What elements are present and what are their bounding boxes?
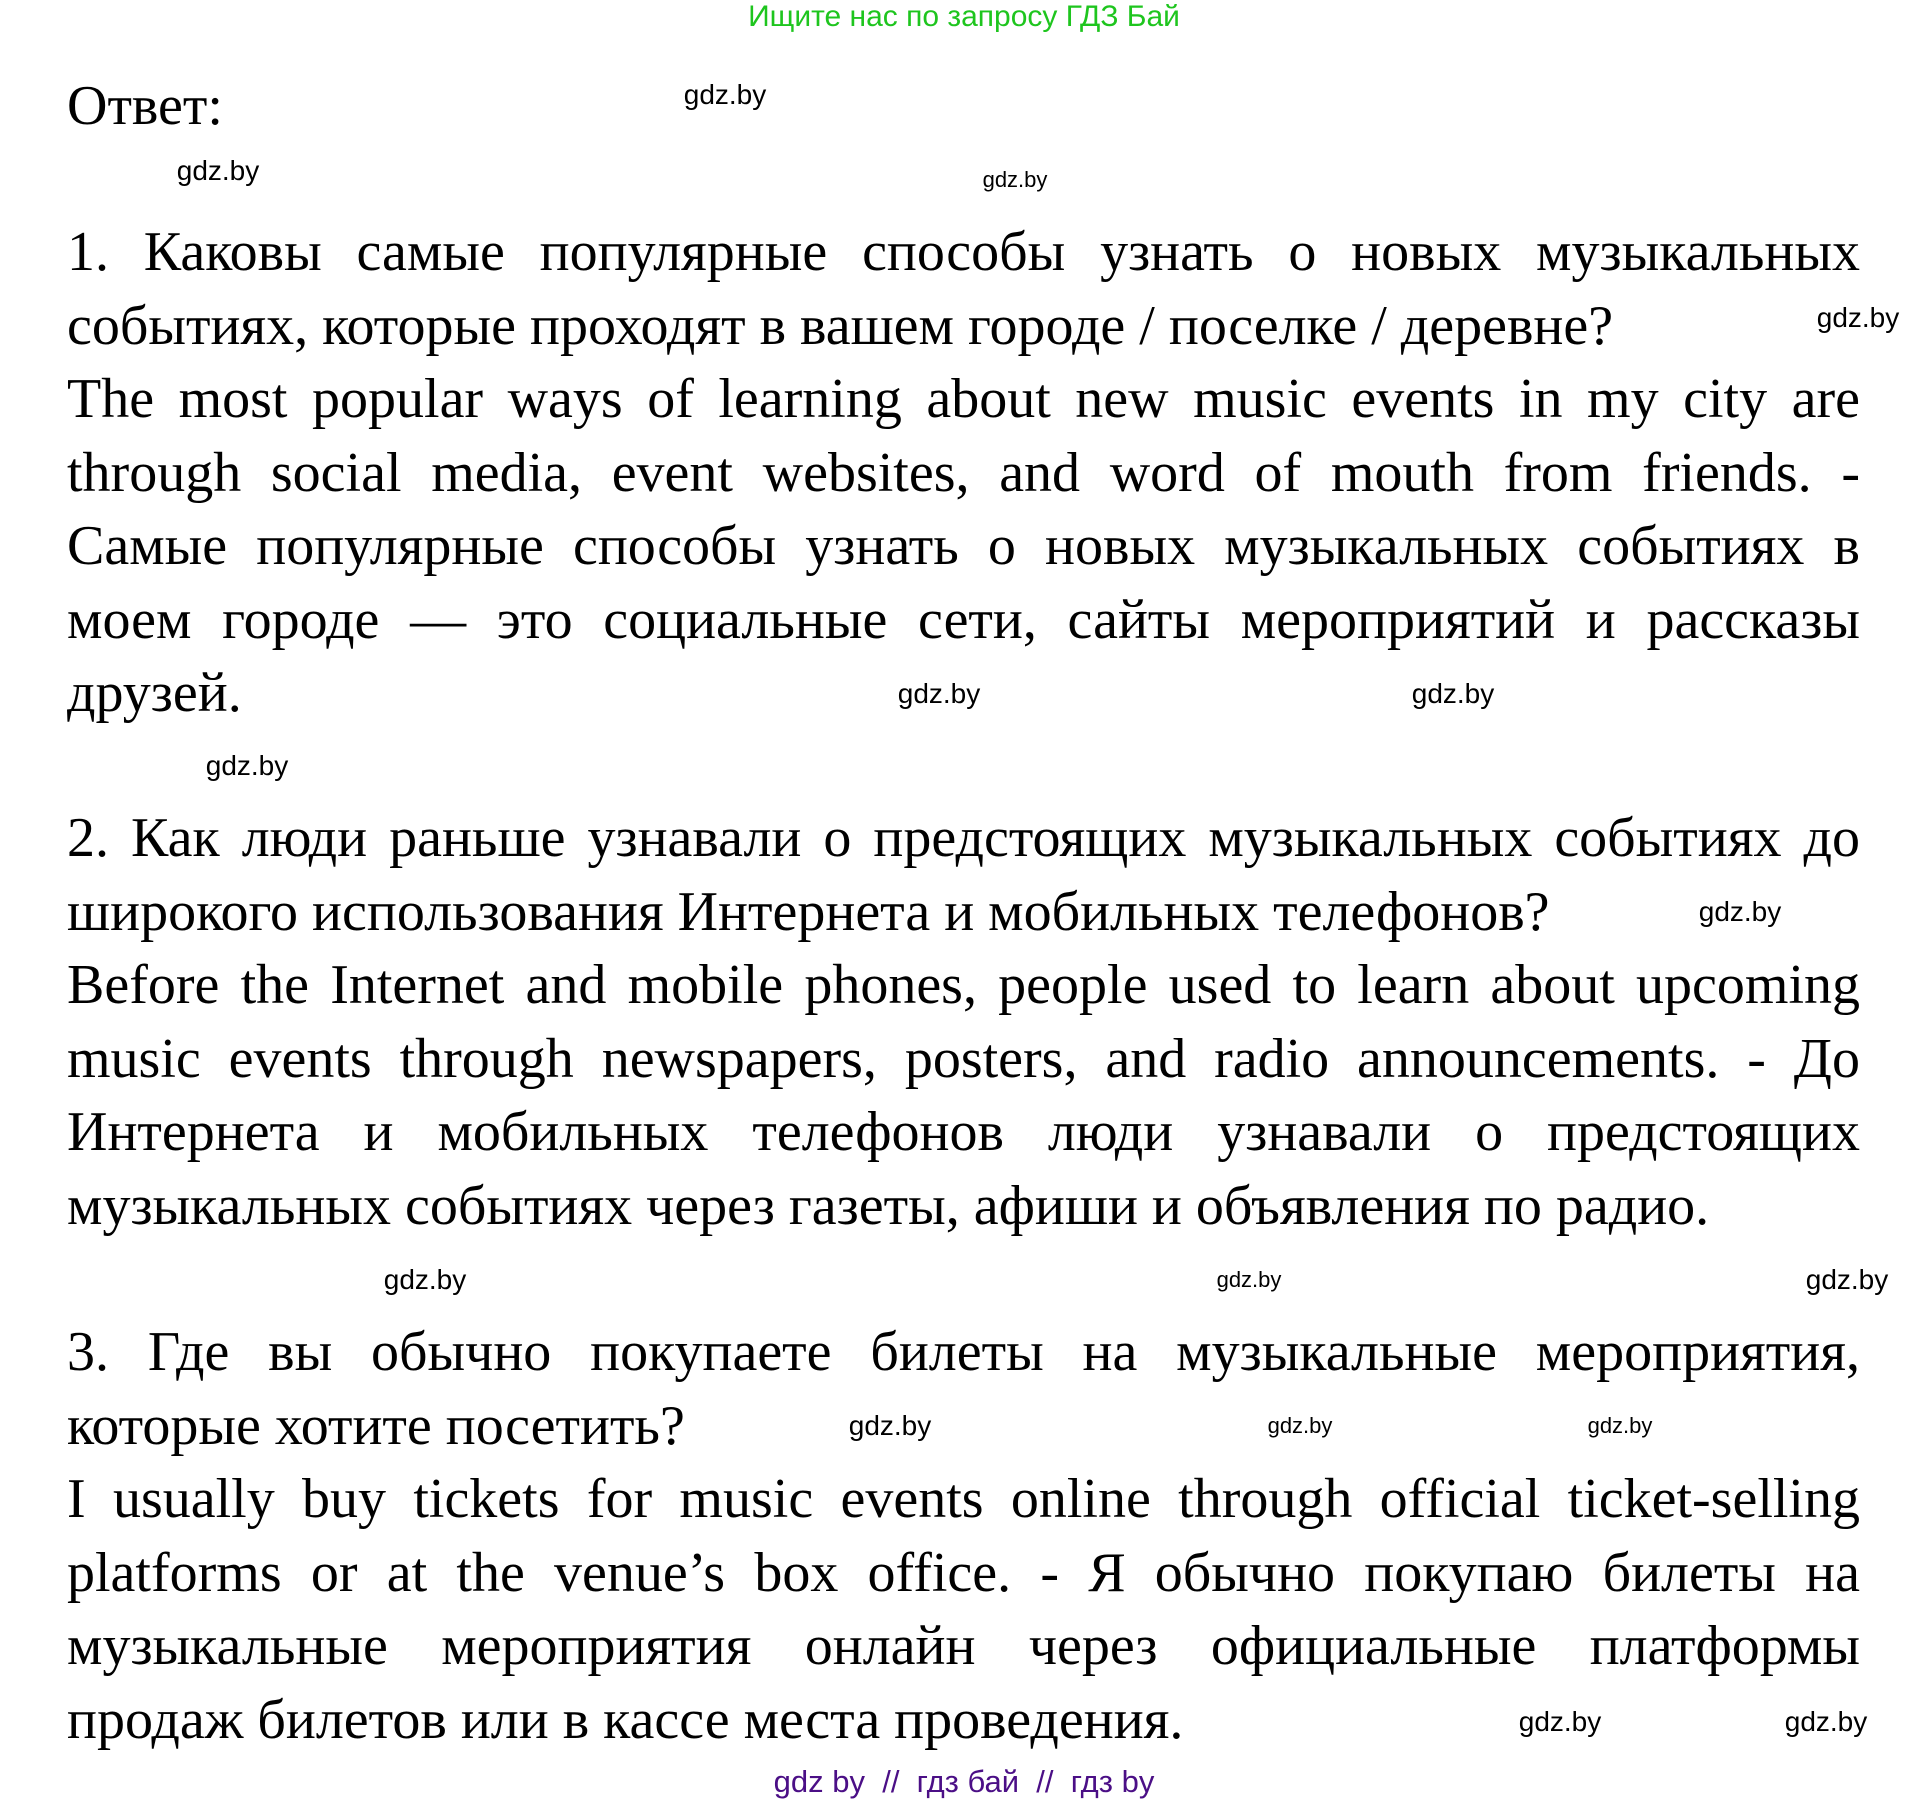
text-line: событиях, которые проходят в вашем городе / поселке / деревне? (67, 294, 1614, 357)
text-line: through social media, event websites, and word of mouth from friends. - (67, 441, 1860, 504)
answer-label: Ответ: (67, 75, 223, 137)
watermark: gdz.by (1816, 302, 1900, 333)
watermark: gdz.by (982, 167, 1048, 192)
watermark: gdz.by (1518, 1706, 1602, 1737)
answer-paragraph-2 (67, 802, 1860, 1243)
text-line: музыкальных событиях через газеты, афиши и объявления по радио. (67, 1174, 1710, 1237)
text-line: 1. Каковы самые популярные способы узнать о новых музыкальных (67, 221, 1860, 283)
text-line: продаж билетов или в кассе места проведения. (67, 1688, 1184, 1751)
search-hint-banner: Ищите нас по запросу ГДЗ Бай (748, 0, 1180, 33)
footer-links: gdz by // гдз бай // гдз by (773, 1764, 1155, 1799)
text-line: Самые популярные способы узнать о новых музыкальных событиях в (67, 515, 1860, 577)
text-line: Интернета и мобильных телефонов люди узнавали о предстоящих (67, 1101, 1860, 1163)
watermark: gdz.by (1587, 1413, 1653, 1438)
text-line: Before the Internet and mobile phones, people used to learn about upcoming (67, 954, 1860, 1016)
watermark: gdz.by (683, 79, 767, 110)
answer-paragraph-1 (67, 216, 1860, 731)
watermark: gdz.by (1216, 1267, 1282, 1292)
watermark: gdz.by (1411, 678, 1495, 709)
text-line: широкого использования Интернета и мобильных телефонов? (67, 880, 1550, 943)
watermark: gdz.by (897, 678, 981, 709)
watermark: gdz.by (1267, 1413, 1333, 1438)
watermark: gdz.by (176, 155, 260, 186)
text-line: музыкальные мероприятия онлайн через официальные платформы (67, 1615, 1860, 1677)
answer-paragraph-3 (67, 1316, 1860, 1757)
text-line: друзей. (67, 662, 242, 724)
watermark: gdz.by (1698, 896, 1782, 927)
watermark: gdz.by (205, 750, 289, 781)
text-line: моем городе — это социальные сети, сайты мероприятий и рассказы (67, 588, 1860, 651)
text-line: 3. Где вы обычно покупаете билеты на музыкальные мероприятия, (67, 1321, 1860, 1383)
watermark: gdz.by (848, 1410, 932, 1441)
watermark: gdz.by (1805, 1264, 1889, 1295)
text-line: platforms or at the venue’s box office. - Я обычно покупаю билеты на (67, 1541, 1860, 1604)
text-line: I usually buy tickets for music events online through official ticket-selling (67, 1468, 1860, 1530)
text-line: 2. Как люди раньше узнавали о предстоящих музыкальных событиях до (67, 807, 1860, 869)
watermark: gdz.by (1784, 1706, 1868, 1737)
text-line: music events through newspapers, posters, and radio announcements. - До (67, 1027, 1860, 1090)
text-line: которые хотите посетить? (67, 1394, 685, 1457)
watermark: gdz.by (383, 1264, 467, 1295)
text-line: The most popular ways of learning about new music events in my city are (67, 368, 1860, 430)
